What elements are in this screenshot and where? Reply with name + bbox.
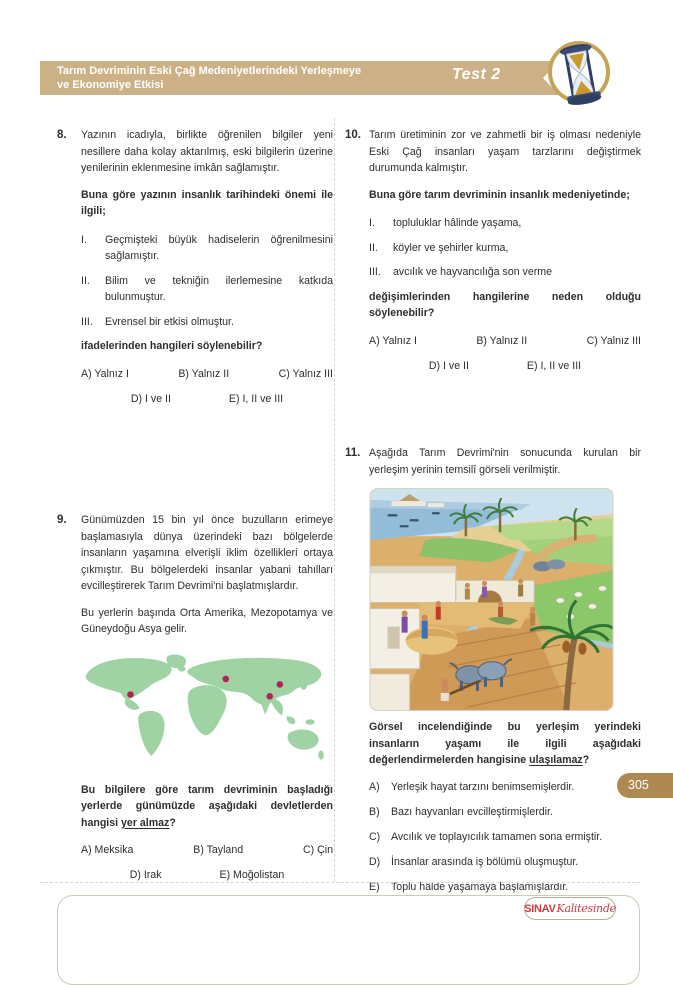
footer-dashed-line bbox=[40, 882, 640, 883]
hourglass-badge bbox=[548, 41, 610, 103]
option-b: B) Yalnız II bbox=[476, 334, 528, 347]
question-intro: Aşağıda Tarım Devrimi'nin sonucunda kurulan bir yerleşim yerinin temsilî görseli verilmiştir. bbox=[369, 447, 641, 476]
option-c: C) Yalnız III bbox=[278, 367, 333, 380]
options-row-1 bbox=[369, 335, 641, 347]
hourglass-icon bbox=[555, 39, 605, 109]
question-closing: Görsel incelendiğinde bu yerleşim yerindeki insanların yaşamı ile ilgili aşağıdaki değerlendirmelerden hangisine ulaşılamaz? bbox=[369, 721, 641, 766]
column-divider bbox=[334, 118, 335, 882]
page-title-line2: ve Ekonomiye Etkisi bbox=[57, 79, 164, 91]
page-title-line1: Tarım Devriminin Eski Çağ Medeniyetlerindeki Yerleşmeye bbox=[57, 65, 362, 77]
roman-list bbox=[369, 215, 641, 281]
option-a: A) Yalnız I bbox=[81, 367, 129, 380]
list-item: I. topluluklar hâlinde yaşama, bbox=[369, 217, 522, 229]
question-stem: Buna göre yazının insanlık tarihindeki önemi ile ilgili; bbox=[81, 188, 333, 217]
option-d: D) I ve II bbox=[130, 392, 171, 405]
question-number: 11. bbox=[345, 447, 361, 459]
world-map bbox=[81, 648, 333, 774]
option-c: C) Avcılık ve toplayıcılık tamamen sona ermiştir. bbox=[369, 830, 603, 843]
settlement-illustration bbox=[369, 488, 614, 711]
option-b: B) Tayland bbox=[193, 844, 244, 856]
option-a: A) Meksika bbox=[81, 844, 134, 856]
option-a: A) Yalnız I bbox=[369, 334, 417, 347]
logo-text-sinav: SINAV bbox=[524, 902, 556, 915]
question-number: 8. bbox=[57, 129, 67, 141]
options-row-2 bbox=[81, 393, 333, 405]
question-body bbox=[81, 127, 333, 405]
question-8 bbox=[57, 127, 333, 405]
question-intro: Yazının icadıyla, birlikte öğrenilen bilgiler yeni nesillere daha kolay aktarılmış, eski bilgilerin üzerine yenilerinin eklenmesine imkân sağlamıştır. bbox=[81, 129, 333, 174]
list-item: I. Geçmişteki büyük hadiselerin öğrenilmesini sağlamıştır. bbox=[81, 233, 333, 262]
list-item: III. avcılık ve hayvancılığa son verme bbox=[369, 266, 552, 278]
question-body bbox=[369, 127, 641, 372]
option-d: D) Irak bbox=[129, 869, 162, 881]
question-number: 9. bbox=[57, 514, 67, 526]
option-e: E) I, II ve III bbox=[228, 392, 284, 405]
options-row-1 bbox=[81, 844, 333, 856]
question-11 bbox=[345, 445, 641, 904]
question-9 bbox=[57, 512, 333, 881]
option-a: A) Yerleşik hayat tarzını benimsemişlerdir. bbox=[369, 780, 575, 793]
list-item: III. Evrensel bir etkisi olmuştur. bbox=[81, 315, 234, 328]
question-body bbox=[369, 445, 641, 904]
logo-text-kalitesinde: Kalitesinde bbox=[556, 902, 616, 915]
options-row-2 bbox=[81, 869, 333, 881]
page-title bbox=[57, 64, 457, 92]
option-c: C) Yalnız III bbox=[586, 334, 641, 347]
option-b: B) Bazı hayvanları evcilleştirmişlerdir. bbox=[369, 805, 553, 818]
question-closing: değişimlerinden hangilerine neden olduğu söylenebilir? bbox=[369, 290, 641, 319]
question-closing: Bu bilgilere göre tarım devriminin başladığı yerlerde günümüzde aşağıdaki devletlerden hangisi yer almaz? bbox=[81, 783, 333, 829]
option-d: D) I ve II bbox=[428, 359, 469, 372]
publisher-logo bbox=[524, 897, 616, 920]
option-e: E) Moğolistan bbox=[219, 869, 285, 881]
question-body bbox=[81, 512, 333, 881]
test-number-label: Test 2 bbox=[452, 66, 501, 83]
option-b: B) Yalnız II bbox=[178, 367, 230, 380]
question-intro-2: Bu yerlerin başında Orta Amerika, Mezopotamya ve Güneydoğu Asya gelir. bbox=[81, 606, 333, 635]
question-10 bbox=[345, 127, 641, 372]
list-item: II. köyler ve şehirler kurma, bbox=[369, 241, 509, 254]
question-intro: Tarım üretiminin zor ve zahmetli bir iş olması nedeniyle Eski Çağ insanları yaşam tarzlarını değiştirmek durumunda kalmıştır. bbox=[369, 129, 641, 174]
option-d: D) İnsanlar arasında iş bölümü oluşmuştur. bbox=[369, 855, 579, 868]
options-list bbox=[369, 779, 641, 895]
option-e: E) Toplu hâlde yaşamaya başlamışlardır. bbox=[369, 880, 569, 893]
options-row-2 bbox=[369, 360, 641, 372]
question-intro: Günümüzden 15 bin yıl önce buzulların erimeye başlamasıyla dünya üzerindeki bazı bölgelerde insanların yaşamına elverişli iklim özellikleri ortaya çıkmıştır. Bu bölgelerdeki insanlar yabani tahılları evcilleştirerek Tarım Devrimi'ni başlatmışlardır. bbox=[81, 514, 333, 592]
option-c: C) Çin bbox=[302, 844, 333, 856]
question-number: 10. bbox=[345, 129, 361, 141]
question-closing: ifadelerinden hangileri söylenebilir? bbox=[81, 340, 263, 352]
list-item: II. Bilim ve tekniğin ilerlemesine katkıda bulunmuştur. bbox=[81, 274, 333, 303]
question-stem: Buna göre tarım devriminin insanlık medeniyetinde; bbox=[369, 188, 630, 201]
roman-list bbox=[81, 232, 333, 331]
options-row-1 bbox=[81, 368, 333, 380]
option-e: E) I, II ve III bbox=[526, 359, 582, 372]
page-number-badge: 305 bbox=[617, 773, 673, 798]
